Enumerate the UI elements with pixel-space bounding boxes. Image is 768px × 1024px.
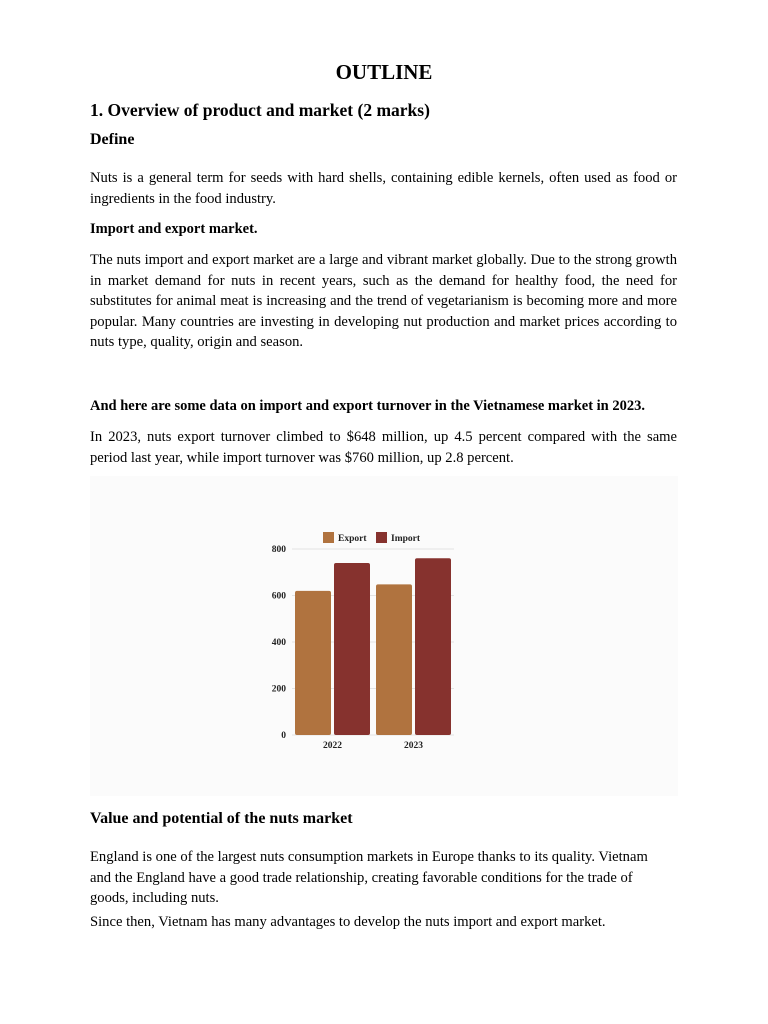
chart-svg (90, 476, 678, 796)
bar-export-2023 (376, 584, 412, 735)
x-tick-label: 2022 (323, 741, 342, 751)
x-tick-label: 2023 (404, 741, 423, 751)
bar-import-2022 (334, 563, 370, 735)
y-tick-label: 600 (271, 591, 286, 602)
subheading-value-potential: Value and potential of the nuts market (90, 810, 353, 827)
subheading-data: And here are some data on import and export turnover in the Vietnamese market in 2023. (90, 398, 645, 414)
page-title: OUTLINE (335, 60, 433, 84)
bar-export-2022 (295, 591, 331, 735)
paragraph-define: Nuts is a general term for seeds with hard shells, containing edible kernels, often used as food or ingredients in the food industry. (90, 170, 677, 207)
paragraph-value-2: Since then, Vietnam has many advantages to develop the nuts import and export market. (90, 914, 606, 930)
legend-label-export: Export (338, 534, 367, 544)
paragraph-data: In 2023, nuts export turnover climbed to $648 million, up 4.5 percent compared with the same period last year, while import turnover was $760 million, up 2.8 percent. (90, 429, 677, 466)
subheading-define: Define (90, 131, 135, 148)
y-tick-label: 0 (281, 731, 286, 741)
y-tick-label: 400 (271, 638, 286, 648)
paragraph-import-export: The nuts import and export market are a large and vibrant market globally. Due to the strong growth in market demand for nuts in recent years, such as the demand for healthy food, the need for substitutes for animal meat is increasing and the trend of vegetarianism is becoming more and more popular. Many countries are investing in developing nut production and market prices according to nuts type, quality, origin and season. (90, 252, 677, 351)
legend-label-import: Import (391, 534, 421, 544)
subheading-import-export: Import and export market. (90, 221, 258, 237)
legend-swatch-import (376, 532, 387, 543)
y-tick-label: 800 (271, 545, 286, 555)
paragraph-value-1: England is one of the largest nuts consumption markets in Europe thanks to its quality. Vietnam and the England have a good trade relationship, creating favorable conditions for the trade of goods, including nuts. (90, 849, 648, 907)
section-heading-overview: 1. Overview of product and market (2 marks) (90, 100, 430, 120)
bar-import-2023 (415, 558, 451, 735)
legend-swatch-export (323, 532, 334, 543)
turnover-bar-chart (90, 476, 678, 796)
y-tick-label: 200 (271, 684, 286, 695)
